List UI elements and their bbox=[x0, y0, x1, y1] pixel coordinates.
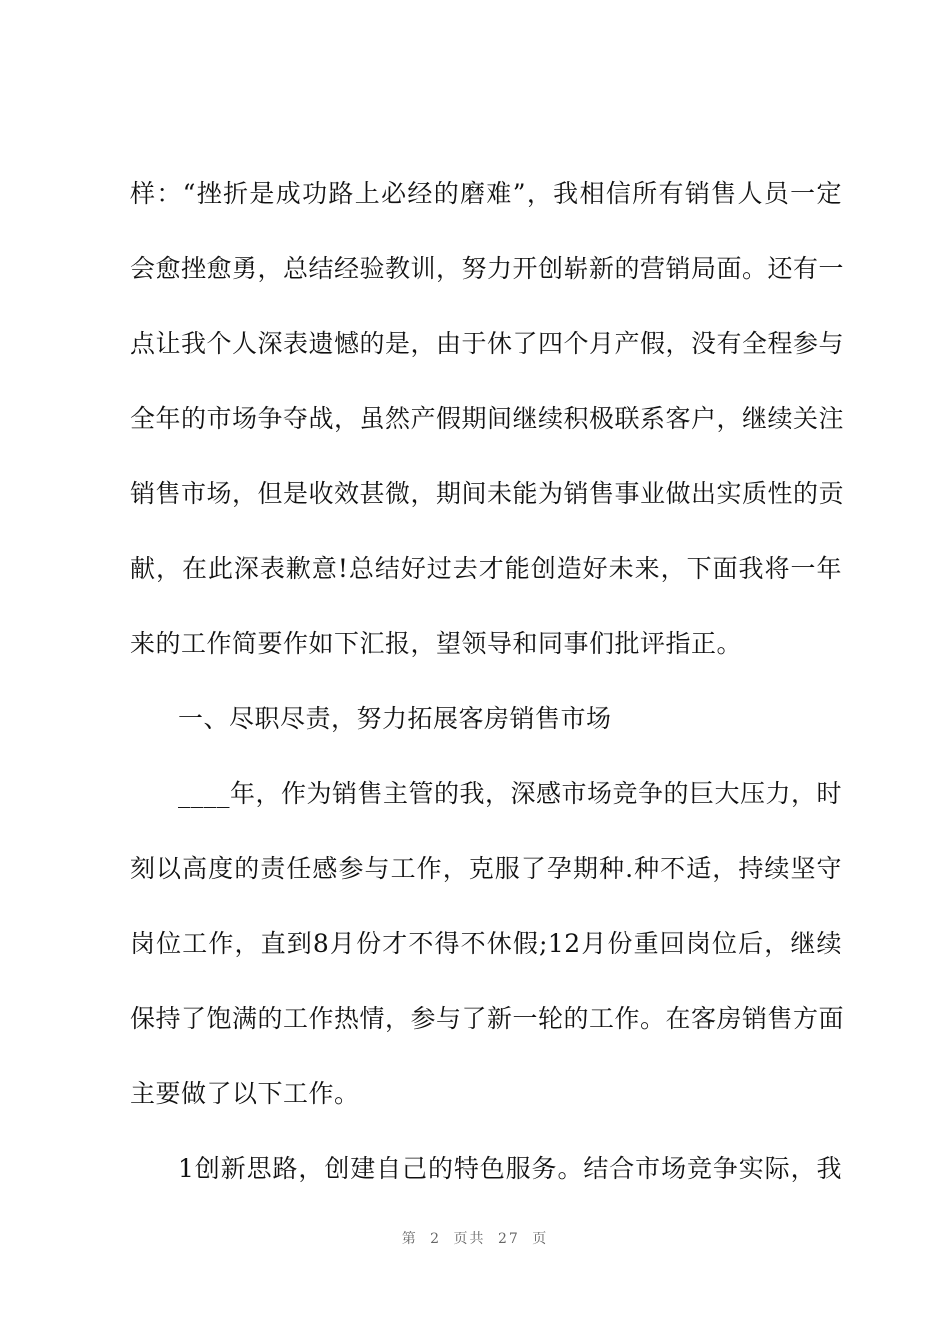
paragraph-line: 点让我个人深表遗憾的是，由于休了四个月产假，没有全程参与 bbox=[130, 329, 845, 358]
paragraph-line: 保持了饱满的工作热情，参与了新一轮的工作。在客房销售方面 bbox=[130, 1004, 845, 1033]
paragraph-line: ____年，作为销售主管的我，深感市场竞争的巨大压力，时 bbox=[178, 779, 843, 808]
section-heading: 一、尽职尽责，努力拓展客房销售市场 bbox=[178, 704, 612, 733]
paragraph-line: 刻以高度的责任感参与工作，克服了孕期种.种不适，持续坚守 bbox=[130, 854, 842, 883]
paragraph-line: 岗位工作，直到8月份才不得不休假;12月份重回岗位后，继续 bbox=[130, 929, 842, 958]
paragraph-line: 样：“挫折是成功路上必经的磨难”，我相信所有销售人员一定 bbox=[130, 179, 842, 208]
paragraph-line: 1创新思路，创建自己的特色服务。结合市场竞争实际，我 bbox=[178, 1154, 842, 1183]
paragraph-line: 献，在此深表歉意!总结好过去才能创造好未来，下面我将一年 bbox=[130, 554, 842, 583]
paragraph-line: 会愈挫愈勇，总结经验教训，努力开创崭新的营销局面。还有一 bbox=[130, 254, 845, 283]
paragraph-line: 销售市场，但是收效甚微，期间未能为销售事业做出实质性的贡 bbox=[130, 479, 845, 508]
paragraph-line: 来的工作简要作如下汇报，望领导和同事们批评指正。 bbox=[130, 629, 743, 658]
paragraph-line: 主要做了以下工作。 bbox=[130, 1079, 360, 1108]
paragraph-line: 全年的市场争夺战，虽然产假期间继续积极联系客户，继续关注 bbox=[130, 404, 845, 433]
page-number-footer: 第 2 页共 27 页 bbox=[401, 1231, 549, 1247]
